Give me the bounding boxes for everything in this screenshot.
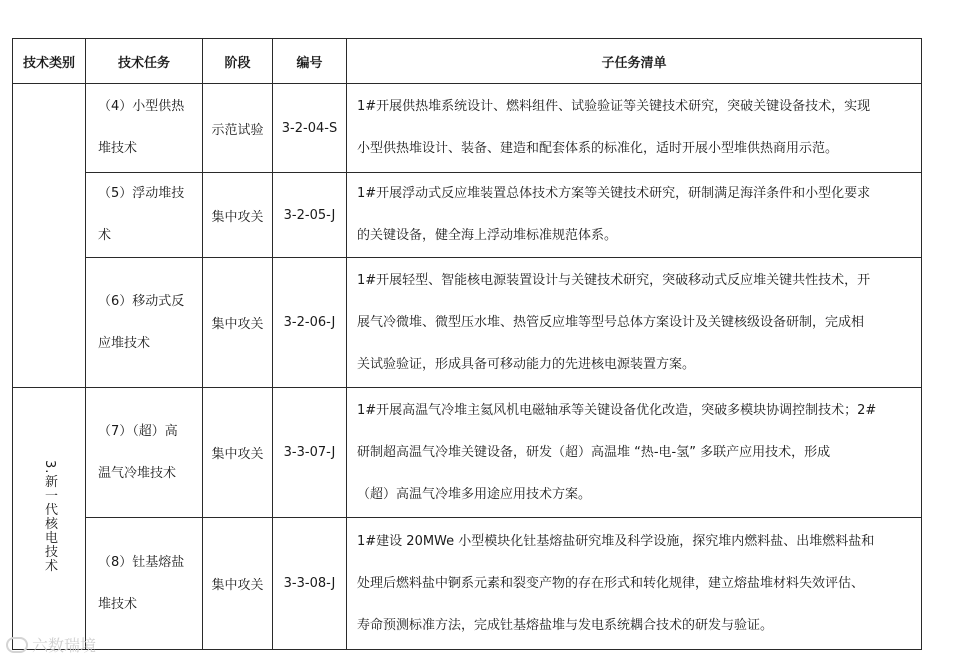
subtask-line: 展气冷微堆、微型压水堆、热管反应堆等型号总体方案设计及关键核级设备研制，完成相 [357, 314, 865, 330]
task-name-line: 堆技术 [98, 141, 138, 156]
table-row [13, 84, 922, 173]
subtask-cell [347, 518, 922, 650]
task-name-line: 温气冷堆技术 [98, 465, 177, 481]
watermark-logo-icon [6, 637, 28, 653]
task-name-line: （7）（超）高 [98, 423, 178, 439]
header-task: 技术任务 [86, 39, 203, 84]
task-name-line: 应堆技术 [98, 335, 151, 351]
subtask-cell [347, 173, 922, 258]
header-code: 编号 [273, 39, 347, 84]
subtask-line: 处理后燃料盐中锕系元素和裂变产物的存在形式和转化规律，建立熔盐堆材料失效评估、 [357, 575, 865, 591]
task-name-cell [86, 258, 203, 388]
stage-cell: 集中攻关 [203, 258, 273, 388]
subtask-line: 寿命预测标准方法，完成钍基熔盐堆与发电系统耦合技术的研发与验证。 [357, 617, 774, 633]
task-name-line: 术 [98, 228, 112, 243]
task-name-line: （5）浮动堆技 [98, 186, 185, 201]
stage-cell: 集中攻关 [203, 518, 273, 650]
category-cell-blank [13, 84, 86, 388]
subtask-line: 1#开展轻型、智能核电源装置设计与关键技术研究，突破移动式反应堆关键共性技术，开 [357, 272, 871, 288]
code-cell: 3-3-07-J [273, 388, 347, 518]
subtask-line: 关试验验证，形成具备可移动能力的先进核电源装置方案。 [357, 356, 696, 372]
header-row [13, 39, 922, 84]
header-category: 技术类别 [13, 39, 86, 84]
watermark [6, 633, 96, 656]
table-row [13, 518, 922, 650]
code-cell: 3-2-06-J [273, 258, 347, 388]
subtask-line: 的关键设备，健全海上浮动堆标准规范体系。 [357, 228, 618, 243]
stage-cell: 集中攻关 [203, 173, 273, 258]
code-cell: 3-3-08-J [273, 518, 347, 650]
header-stage: 阶段 [203, 39, 273, 84]
task-name-cell [86, 173, 203, 258]
subtask-line: 1#开展高温气冷堆主氦风机电磁轴承等关键设备优化改造，突破多模块协调控制技术；2# [357, 402, 877, 418]
task-name-cell [86, 84, 203, 173]
subtask-cell [347, 84, 922, 173]
watermark-text: 六数瑞境 [32, 636, 97, 655]
subtask-line: 1#开展浮动式反应堆装置总体技术方案等关键技术研究，研制满足海洋条件和小型化要求 [357, 186, 871, 201]
task-table [12, 38, 922, 650]
subtask-line: 研制超高温气冷堆关键设备，研发（超）高温堆 “热-电-氢” 多联产应用技术，形成 [357, 444, 831, 460]
stage-cell: 集中攻关 [203, 388, 273, 518]
subtask-cell [347, 258, 922, 388]
code-cell: 3-2-04-S [273, 84, 347, 173]
table-row [13, 388, 922, 518]
subtask-line: （超）高温气冷堆多用途应用技术方案。 [357, 486, 592, 502]
table-row [13, 173, 922, 258]
subtask-line: 1#开展供热堆系统设计、燃料组件、试验验证等关键技术研究，突破关键设备技术，实现 [357, 99, 871, 114]
subtask-cell [347, 388, 922, 518]
task-name-line: （6）移动式反 [98, 293, 185, 309]
task-name-cell [86, 388, 203, 518]
category-label: 3.新一代核电技术 [42, 460, 57, 573]
task-name-line: 堆技术 [98, 596, 138, 612]
subtask-line: 1#建设 20MWe 小型模块化钍基熔盐研究堆及科学设施，探究堆内燃料盐、出堆燃料盐和 [357, 533, 875, 549]
task-name-cell [86, 518, 203, 650]
header-subtasks: 子任务清单 [347, 39, 922, 84]
code-cell: 3-2-05-J [273, 173, 347, 258]
subtask-line: 小型供热堆设计、装备、建造和配套体系的标准化，适时开展小型堆供热商用示范。 [357, 141, 839, 156]
table-row [13, 258, 922, 388]
task-name-line: （4）小型供热 [98, 99, 185, 114]
category-cell [13, 388, 86, 650]
task-name-line: （8）钍基熔盐 [98, 554, 185, 570]
stage-cell: 示范试验 [203, 84, 273, 173]
